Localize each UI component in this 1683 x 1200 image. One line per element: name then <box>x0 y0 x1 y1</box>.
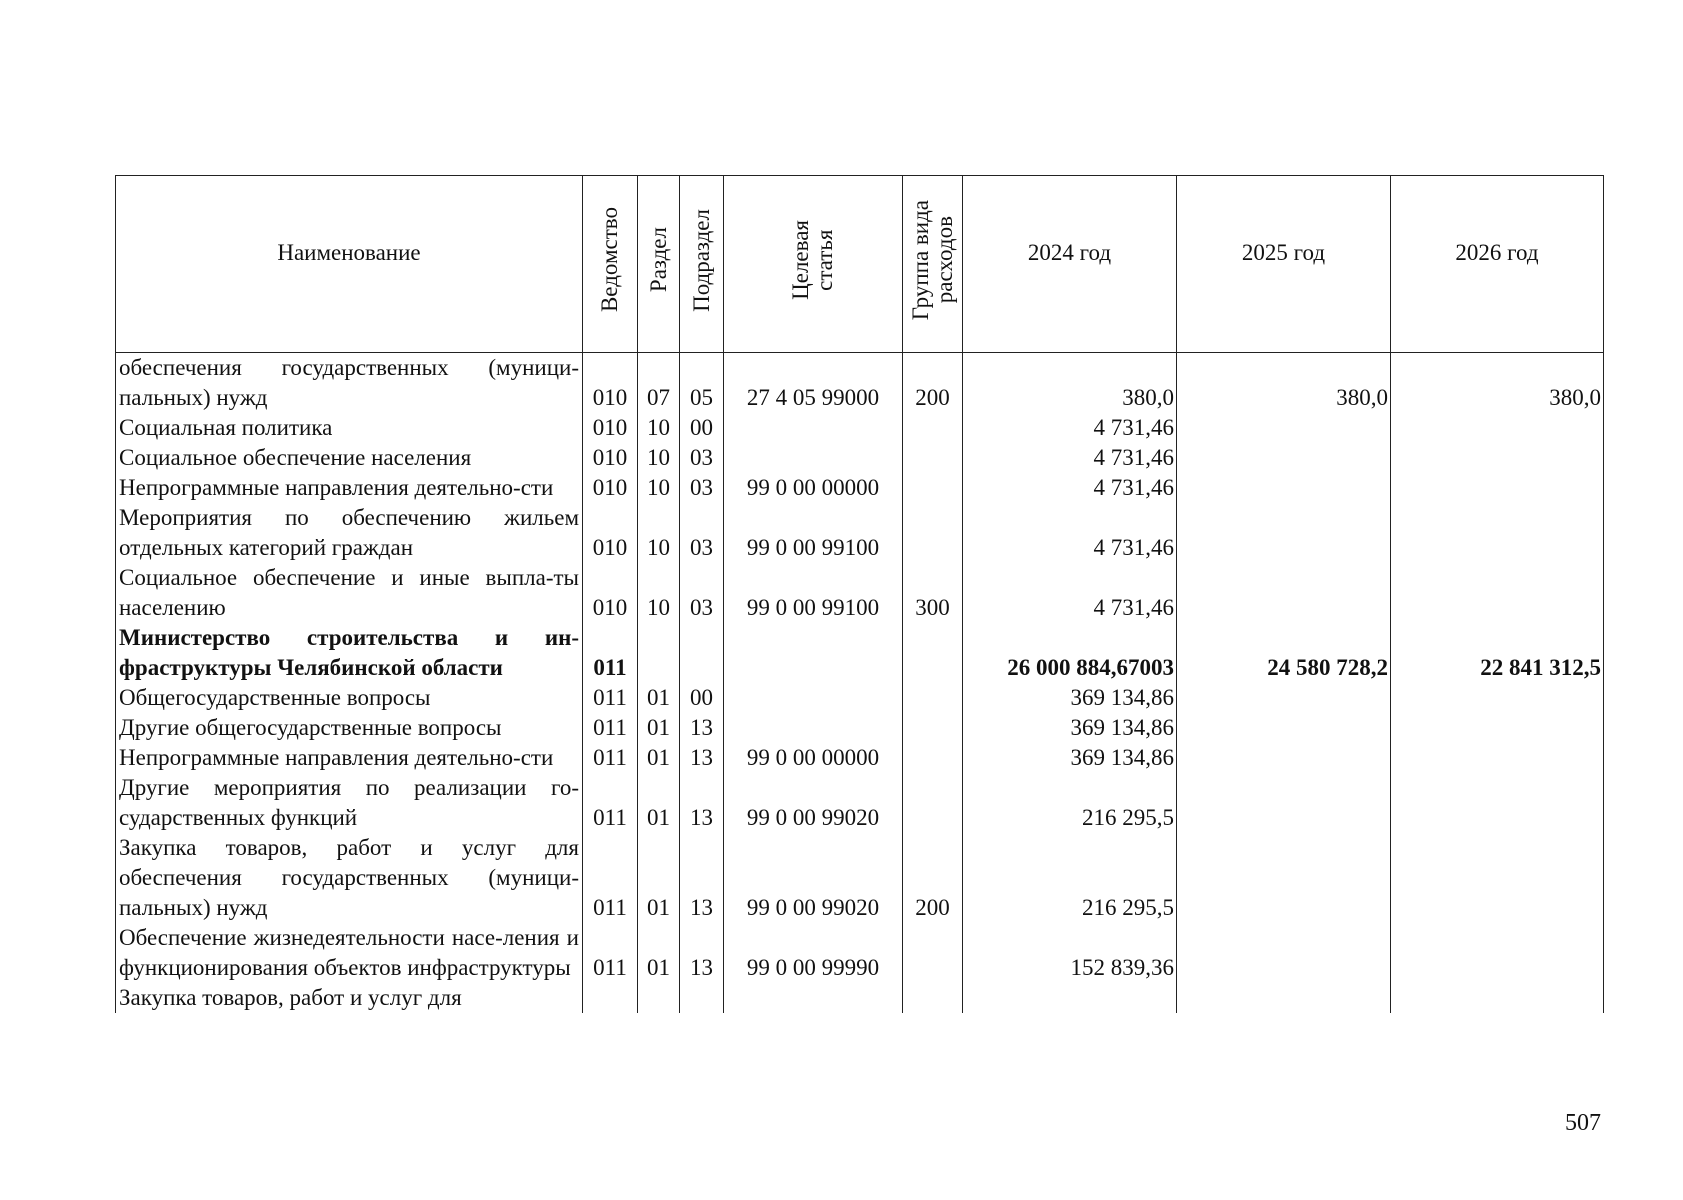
table-header-row <box>116 176 1604 353</box>
header-razdel: Раздел <box>638 176 680 353</box>
cell-2026 <box>1391 563 1604 623</box>
cell-2025 <box>1177 683 1391 713</box>
table-row <box>116 833 1604 923</box>
cell-name: Закупка товаров, работ и услуг для обеспечения государственных (муници-пальных) нужд <box>116 833 583 923</box>
cell-celevaya-statya <box>724 983 903 1013</box>
cell-2025 <box>1177 503 1391 563</box>
cell-2026 <box>1391 473 1604 503</box>
header-celevaya-statya: Целевая статья <box>724 176 903 353</box>
cell-name: Закупка товаров, работ и услуг для <box>116 983 583 1013</box>
cell-vedomstvo <box>583 983 638 1013</box>
header-podrazdel: Подраздел <box>680 176 724 353</box>
cell-2025 <box>1177 773 1391 833</box>
table-row <box>116 773 1604 833</box>
cell-2025: 380,0 <box>1177 353 1391 414</box>
header-2024: 2024 год <box>963 176 1177 353</box>
cell-name: Социальная политика <box>116 413 583 443</box>
cell-podrazdel <box>680 623 724 683</box>
cell-podrazdel: 03 <box>680 563 724 623</box>
cell-razdel: 01 <box>638 833 680 923</box>
cell-vedomstvo: 010 <box>583 473 638 503</box>
cell-vedomstvo: 011 <box>583 833 638 923</box>
cell-2026 <box>1391 983 1604 1013</box>
table-row <box>116 413 1604 443</box>
cell-name: обеспечения государственных (муници-пальных) нужд <box>116 353 583 414</box>
cell-gruppa <box>903 503 963 563</box>
cell-celevaya-statya: 99 0 00 99100 <box>724 503 903 563</box>
cell-2024 <box>963 983 1177 1013</box>
table-row <box>116 743 1604 773</box>
cell-2025 <box>1177 983 1391 1013</box>
table-body <box>116 353 1604 1014</box>
cell-vedomstvo: 011 <box>583 743 638 773</box>
cell-vedomstvo: 011 <box>583 773 638 833</box>
cell-gruppa <box>903 683 963 713</box>
cell-2024: 380,0 <box>963 353 1177 414</box>
cell-2026 <box>1391 923 1604 983</box>
cell-celevaya-statya <box>724 713 903 743</box>
cell-razdel: 10 <box>638 473 680 503</box>
cell-vedomstvo: 011 <box>583 623 638 683</box>
cell-gruppa: 300 <box>903 563 963 623</box>
cell-podrazdel: 13 <box>680 923 724 983</box>
cell-vedomstvo: 010 <box>583 443 638 473</box>
header-2026: 2026 год <box>1391 176 1604 353</box>
cell-gruppa <box>903 473 963 503</box>
cell-2024: 216 295,5 <box>963 833 1177 923</box>
header-2025: 2025 год <box>1177 176 1391 353</box>
cell-2026 <box>1391 833 1604 923</box>
cell-vedomstvo: 010 <box>583 563 638 623</box>
cell-2024: 369 134,86 <box>963 683 1177 713</box>
table-row <box>116 623 1604 683</box>
table-row <box>116 353 1604 414</box>
cell-2026 <box>1391 413 1604 443</box>
cell-celevaya-statya <box>724 413 903 443</box>
cell-celevaya-statya: 27 4 05 99000 <box>724 353 903 414</box>
cell-2026 <box>1391 503 1604 563</box>
cell-2025 <box>1177 413 1391 443</box>
cell-razdel: 01 <box>638 773 680 833</box>
cell-gruppa <box>903 983 963 1013</box>
cell-razdel: 10 <box>638 503 680 563</box>
cell-celevaya-statya <box>724 683 903 713</box>
table-row <box>116 713 1604 743</box>
cell-name: Мероприятия по обеспечению жильем отдельных категорий граждан <box>116 503 583 563</box>
cell-2025 <box>1177 443 1391 473</box>
cell-2025: 24 580 728,2 <box>1177 623 1391 683</box>
budget-table <box>115 175 1604 1013</box>
table-row <box>116 923 1604 983</box>
cell-celevaya-statya: 99 0 00 00000 <box>724 743 903 773</box>
table-row <box>116 983 1604 1013</box>
cell-celevaya-statya: 99 0 00 99020 <box>724 833 903 923</box>
cell-2026 <box>1391 683 1604 713</box>
table-row <box>116 563 1604 623</box>
cell-gruppa <box>903 413 963 443</box>
cell-name: Другие мероприятия по реализации го-сударственных функций <box>116 773 583 833</box>
table-row <box>116 503 1604 563</box>
cell-gruppa <box>903 743 963 773</box>
cell-2024: 4 731,46 <box>963 563 1177 623</box>
cell-2024: 4 731,46 <box>963 503 1177 563</box>
cell-podrazdel: 03 <box>680 503 724 563</box>
cell-celevaya-statya: 99 0 00 00000 <box>724 473 903 503</box>
cell-celevaya-statya <box>724 443 903 473</box>
cell-2025 <box>1177 713 1391 743</box>
cell-2025 <box>1177 473 1391 503</box>
cell-2024: 216 295,5 <box>963 773 1177 833</box>
cell-2025 <box>1177 743 1391 773</box>
cell-celevaya-statya: 99 0 00 99990 <box>724 923 903 983</box>
cell-name: Непрограммные направления деятельно-сти <box>116 473 583 503</box>
table-row <box>116 683 1604 713</box>
cell-vedomstvo: 011 <box>583 683 638 713</box>
cell-2026: 22 841 312,5 <box>1391 623 1604 683</box>
cell-2024: 369 134,86 <box>963 743 1177 773</box>
cell-2025 <box>1177 563 1391 623</box>
cell-podrazdel: 03 <box>680 443 724 473</box>
cell-name: Другие общегосударственные вопросы <box>116 713 583 743</box>
cell-celevaya-statya <box>724 623 903 683</box>
cell-gruppa: 200 <box>903 833 963 923</box>
cell-2025 <box>1177 923 1391 983</box>
cell-2024: 4 731,46 <box>963 443 1177 473</box>
cell-vedomstvo: 010 <box>583 413 638 443</box>
cell-podrazdel: 03 <box>680 473 724 503</box>
cell-2026 <box>1391 713 1604 743</box>
cell-2026: 380,0 <box>1391 353 1604 414</box>
cell-vedomstvo: 010 <box>583 353 638 414</box>
page-number: 507 <box>1565 1110 1601 1136</box>
cell-name: Министерство строительства и ин-фраструктуры Челябинской области <box>116 623 583 683</box>
cell-razdel: 01 <box>638 923 680 983</box>
cell-name: Общегосударственные вопросы <box>116 683 583 713</box>
cell-2024: 369 134,86 <box>963 713 1177 743</box>
cell-razdel <box>638 983 680 1013</box>
cell-2024: 4 731,46 <box>963 473 1177 503</box>
cell-podrazdel: 00 <box>680 683 724 713</box>
cell-name: Социальное обеспечение и иные выпла-ты населению <box>116 563 583 623</box>
cell-name: Социальное обеспечение населения <box>116 443 583 473</box>
table-row <box>116 473 1604 503</box>
cell-gruppa <box>903 443 963 473</box>
header-name: Наименование <box>116 176 583 353</box>
cell-name: Обеспечение жизнедеятельности насе-ления и функционирования объектов инфраструктуры <box>116 923 583 983</box>
cell-razdel: 10 <box>638 563 680 623</box>
cell-vedomstvo: 010 <box>583 503 638 563</box>
cell-podrazdel <box>680 983 724 1013</box>
cell-2025 <box>1177 833 1391 923</box>
cell-podrazdel: 13 <box>680 773 724 833</box>
cell-gruppa <box>903 623 963 683</box>
cell-razdel: 07 <box>638 353 680 414</box>
cell-vedomstvo: 011 <box>583 923 638 983</box>
cell-2024: 152 839,36 <box>963 923 1177 983</box>
cell-2026 <box>1391 443 1604 473</box>
cell-podrazdel: 13 <box>680 713 724 743</box>
cell-2026 <box>1391 743 1604 773</box>
cell-2024: 4 731,46 <box>963 413 1177 443</box>
header-gruppa-vida-rashodov: Группа вида расходов <box>903 176 963 353</box>
cell-razdel: 01 <box>638 743 680 773</box>
cell-celevaya-statya: 99 0 00 99020 <box>724 773 903 833</box>
cell-gruppa <box>903 773 963 833</box>
cell-gruppa <box>903 923 963 983</box>
cell-podrazdel: 00 <box>680 413 724 443</box>
header-vedomstvo: Ведомство <box>583 176 638 353</box>
cell-gruppa: 200 <box>903 353 963 414</box>
cell-razdel: 10 <box>638 413 680 443</box>
cell-podrazdel: 13 <box>680 833 724 923</box>
cell-podrazdel: 13 <box>680 743 724 773</box>
cell-razdel: 01 <box>638 713 680 743</box>
cell-razdel <box>638 623 680 683</box>
cell-razdel: 10 <box>638 443 680 473</box>
cell-2024: 26 000 884,67003 <box>963 623 1177 683</box>
cell-celevaya-statya: 99 0 00 99100 <box>724 563 903 623</box>
cell-podrazdel: 05 <box>680 353 724 414</box>
cell-vedomstvo: 011 <box>583 713 638 743</box>
table-row <box>116 443 1604 473</box>
cell-name: Непрограммные направления деятельно-сти <box>116 743 583 773</box>
cell-gruppa <box>903 713 963 743</box>
cell-razdel: 01 <box>638 683 680 713</box>
cell-2026 <box>1391 773 1604 833</box>
